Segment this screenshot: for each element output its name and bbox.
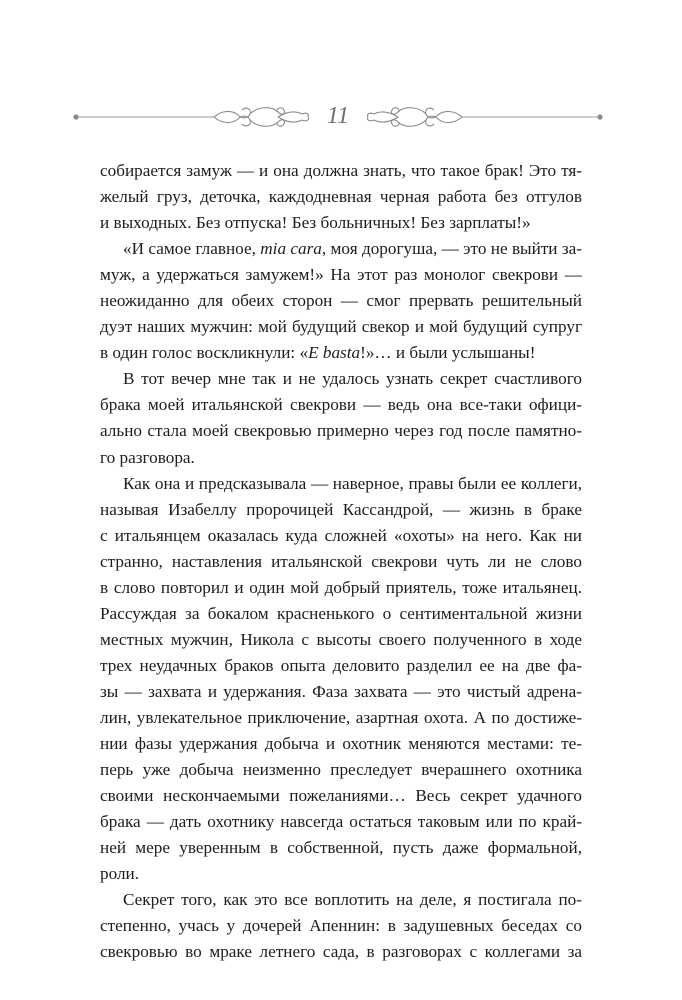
line-text: Секрет того, как это все воплотить на деле, я постигала по-: [123, 890, 582, 910]
text-line: [100, 418, 582, 444]
text-line: [100, 445, 582, 471]
text-line: [100, 939, 582, 965]
line-text: брака моей итальянской свекрови — ведь она все-таки офици-: [100, 395, 582, 415]
line-text: местных мужчин, Никола с высоты своего полученного в ходе: [100, 629, 582, 649]
text-line: [100, 497, 582, 523]
line-text: перь уже добыча неизменно преследует вчерашнего охотника: [100, 760, 582, 780]
text-line: [100, 601, 582, 627]
text-line: [100, 523, 582, 549]
italic-phrase: E basta: [308, 343, 361, 363]
line-text: Как она и предсказывала — наверное, правы были ее коллеги,: [123, 473, 582, 493]
text-line: [100, 549, 582, 575]
text-line: [100, 809, 582, 835]
line-text: , моя дорогуша, — это не выйти за-: [321, 239, 582, 259]
text-line: [100, 314, 582, 340]
text-line: [100, 340, 582, 366]
line-text: в слово повторил и один мой добрый приятель, тоже итальянец.: [100, 577, 582, 597]
line-text: роли.: [100, 864, 140, 884]
text-line: [100, 757, 582, 783]
line-text: нии фазы удержания добыча и охотник меняются местами: те-: [100, 734, 582, 754]
text-line: [100, 887, 582, 913]
line-text: ней мере уверенным в собственной, пусть даже формальной,: [100, 838, 582, 858]
page-number: 11: [326, 103, 350, 129]
line-text: в один голос воскликнули: «: [100, 343, 309, 363]
text-line: [100, 575, 582, 601]
text-line: [100, 288, 582, 314]
text-line: [100, 262, 582, 288]
line-text: своими нескончаемыми пожеланиями… Весь секрет удачного: [100, 786, 582, 806]
line-text: собирается замуж — и она должна знать, что такое брак! Это тя-: [100, 161, 582, 180]
text-line: [100, 184, 582, 210]
line-text: трех неудачных браков опыта деловито разделил ее на две фа-: [100, 655, 582, 675]
line-text: лин, увлекательное приключение, азартная охота. А по достиже-: [100, 707, 582, 727]
text-line: [100, 471, 582, 497]
line-text: дуэт наших мужчин: мой будущий свекор и мой будущий супруг: [100, 317, 582, 337]
line-text: В тот вечер мне так и не удалось узнать секрет счастливого: [123, 369, 582, 389]
line-text: странно, наставления итальянской свекрови чуть ли не слово: [100, 551, 582, 571]
line-text: «И самое главное,: [123, 239, 261, 259]
text-line: [100, 653, 582, 679]
line-text: желый груз, деточка, каждодневная черная работа без отгулов: [100, 187, 582, 207]
text-line: [100, 366, 582, 392]
body-text: [100, 158, 582, 965]
text-line: [100, 627, 582, 653]
line-text: брака — дать охотнику навсегда остаться таковым или по край-: [100, 812, 582, 832]
text-line: [100, 861, 582, 887]
line-text: Рассуждая за бокалом красненького о сентиментальной жизни: [100, 603, 582, 623]
text-line: [100, 835, 582, 861]
text-line: [100, 783, 582, 809]
text-line: [100, 392, 582, 418]
line-text: и выходных. Без отпуска! Без больничных! Без зарплаты!»: [100, 213, 531, 233]
line-text: ально стала моей свекровью примерно через год после памятно-: [100, 421, 582, 441]
line-text: го разговора.: [100, 447, 195, 467]
line-text: с итальянцем оказалась куда сложней «охоты» на него. Как ни: [100, 525, 582, 545]
text-line: [100, 210, 582, 236]
line-text: !»… и были услышаны!: [360, 343, 536, 363]
line-text: неожиданно для обеих сторон — смог прервать решительный: [100, 291, 582, 311]
line-text: называя Изабеллу пророчицей Кассандрой, — жизнь в браке: [100, 499, 582, 519]
text-line: [100, 679, 582, 705]
line-text: муж, а удержаться замужем!» На этот раз монолог свекрови —: [100, 265, 582, 285]
line-text: степенно, учась у дочерей Апеннин: в задушевных беседах со: [100, 916, 582, 936]
text-line: [100, 236, 582, 262]
line-text: зы — захвата и удержания. Фаза захвата — это чистый адрена-: [100, 681, 582, 701]
page-header: [72, 100, 604, 136]
italic-phrase: mia cara: [260, 239, 322, 259]
text-line: [100, 158, 582, 184]
text-line: [100, 913, 582, 939]
text-line: [100, 705, 582, 731]
line-text: свекровью во мраке летнего сада, в разговорах с коллегами за: [100, 942, 582, 962]
text-line: [100, 731, 582, 757]
